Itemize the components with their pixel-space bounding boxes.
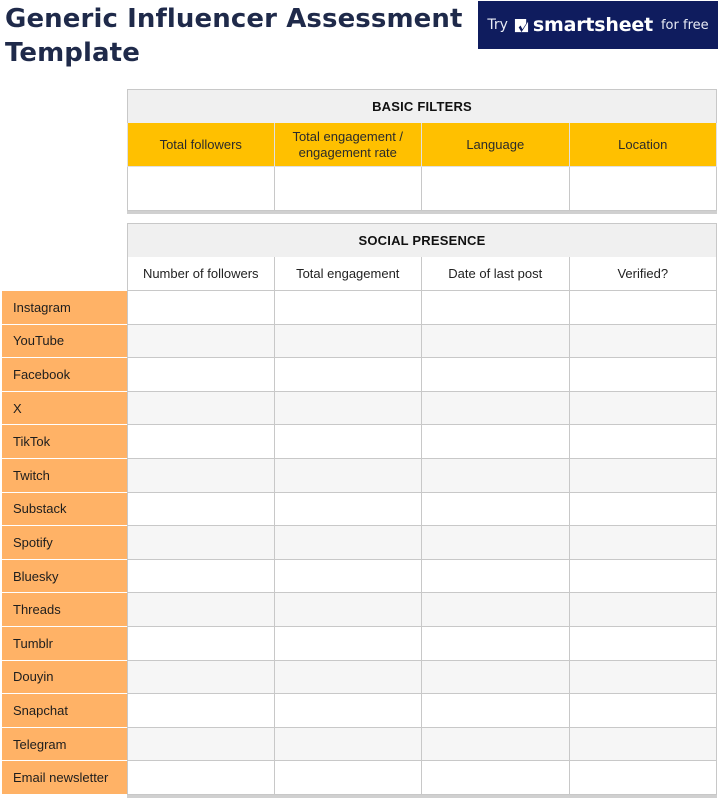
engagement-cell[interactable] bbox=[275, 392, 423, 426]
verified-cell[interactable] bbox=[570, 459, 718, 493]
followers-cell[interactable] bbox=[127, 627, 275, 661]
platform-label: Substack bbox=[2, 493, 127, 527]
engagement-cell[interactable] bbox=[275, 493, 423, 527]
table-row bbox=[2, 728, 717, 762]
filter-header-location: Location bbox=[570, 123, 718, 167]
engagement-cell[interactable] bbox=[275, 593, 423, 627]
engagement-cell[interactable] bbox=[275, 425, 423, 459]
engagement-cell[interactable] bbox=[275, 526, 423, 560]
table-row bbox=[2, 325, 717, 359]
engagement-cell[interactable] bbox=[275, 291, 423, 325]
social-presence-title: SOCIAL PRESENCE bbox=[127, 223, 717, 257]
engagement-cell[interactable] bbox=[275, 627, 423, 661]
platform-label: X bbox=[2, 392, 127, 426]
table-row bbox=[2, 291, 717, 325]
filter-header-engagement: Total engagement / engagement rate bbox=[275, 123, 423, 167]
last-post-cell[interactable] bbox=[422, 325, 570, 359]
followers-cell[interactable] bbox=[127, 425, 275, 459]
last-post-cell[interactable] bbox=[422, 291, 570, 325]
verified-cell[interactable] bbox=[570, 493, 718, 527]
table-row bbox=[2, 761, 717, 795]
cta-brand-text: smartsheet bbox=[532, 14, 653, 36]
platform-label: Threads bbox=[2, 593, 127, 627]
table-row bbox=[2, 627, 717, 661]
platform-label: Spotify bbox=[2, 526, 127, 560]
last-post-cell[interactable] bbox=[422, 425, 570, 459]
filter-input-language[interactable] bbox=[422, 167, 570, 211]
verified-cell[interactable] bbox=[570, 560, 718, 594]
verified-cell[interactable] bbox=[570, 761, 718, 795]
table-row bbox=[2, 526, 717, 560]
last-post-cell[interactable] bbox=[422, 358, 570, 392]
followers-cell[interactable] bbox=[127, 761, 275, 795]
social-presence-header bbox=[127, 223, 717, 291]
platform-label: Bluesky bbox=[2, 560, 127, 594]
table-row bbox=[2, 392, 717, 426]
engagement-cell[interactable] bbox=[275, 325, 423, 359]
platform-label: Twitch bbox=[2, 459, 127, 493]
followers-cell[interactable] bbox=[127, 358, 275, 392]
last-post-cell[interactable] bbox=[422, 627, 570, 661]
last-post-cell[interactable] bbox=[422, 694, 570, 728]
platform-label: YouTube bbox=[2, 325, 127, 359]
filter-input-location[interactable] bbox=[570, 167, 718, 211]
table-row bbox=[2, 560, 717, 594]
social-presence-grid bbox=[2, 291, 717, 798]
verified-cell[interactable] bbox=[570, 593, 718, 627]
try-smartsheet-button[interactable] bbox=[478, 1, 718, 49]
verified-cell[interactable] bbox=[570, 291, 718, 325]
followers-cell[interactable] bbox=[127, 325, 275, 359]
table-divider bbox=[127, 211, 717, 214]
column-header-verified: Verified? bbox=[570, 257, 718, 291]
column-header-last-post: Date of last post bbox=[422, 257, 570, 291]
verified-cell[interactable] bbox=[570, 694, 718, 728]
filter-input-total-followers[interactable] bbox=[127, 167, 275, 211]
verified-cell[interactable] bbox=[570, 392, 718, 426]
engagement-cell[interactable] bbox=[275, 661, 423, 695]
platform-label: Snapchat bbox=[2, 694, 127, 728]
platform-label: TikTok bbox=[2, 425, 127, 459]
verified-cell[interactable] bbox=[570, 526, 718, 560]
filter-header-total-followers: Total followers bbox=[127, 123, 275, 167]
platform-label: Tumblr bbox=[2, 627, 127, 661]
table-row bbox=[2, 493, 717, 527]
last-post-cell[interactable] bbox=[422, 728, 570, 762]
verified-cell[interactable] bbox=[570, 425, 718, 459]
basic-filters-title: BASIC FILTERS bbox=[127, 89, 717, 123]
engagement-cell[interactable] bbox=[275, 761, 423, 795]
last-post-cell[interactable] bbox=[422, 661, 570, 695]
followers-cell[interactable] bbox=[127, 593, 275, 627]
followers-cell[interactable] bbox=[127, 526, 275, 560]
followers-cell[interactable] bbox=[127, 291, 275, 325]
filter-input-engagement[interactable] bbox=[275, 167, 423, 211]
page-title: Generic Influencer Assessment Template bbox=[5, 4, 463, 68]
last-post-cell[interactable] bbox=[422, 392, 570, 426]
table-divider bbox=[127, 795, 717, 798]
engagement-cell[interactable] bbox=[275, 358, 423, 392]
last-post-cell[interactable] bbox=[422, 459, 570, 493]
cta-try-text: Try bbox=[487, 17, 508, 33]
smartsheet-check-icon bbox=[514, 18, 529, 33]
verified-cell[interactable] bbox=[570, 728, 718, 762]
engagement-cell[interactable] bbox=[275, 728, 423, 762]
followers-cell[interactable] bbox=[127, 694, 275, 728]
filter-header-language: Language bbox=[422, 123, 570, 167]
engagement-cell[interactable] bbox=[275, 560, 423, 594]
verified-cell[interactable] bbox=[570, 627, 718, 661]
table-row bbox=[2, 358, 717, 392]
followers-cell[interactable] bbox=[127, 661, 275, 695]
last-post-cell[interactable] bbox=[422, 593, 570, 627]
table-row bbox=[2, 459, 717, 493]
cta-suffix-text: for free bbox=[660, 17, 709, 33]
table-row bbox=[2, 661, 717, 695]
verified-cell[interactable] bbox=[570, 661, 718, 695]
followers-cell[interactable] bbox=[127, 493, 275, 527]
followers-cell[interactable] bbox=[127, 560, 275, 594]
column-header-followers: Number of followers bbox=[127, 257, 275, 291]
engagement-cell[interactable] bbox=[275, 459, 423, 493]
platform-label: Telegram bbox=[2, 728, 127, 762]
followers-cell[interactable] bbox=[127, 728, 275, 762]
last-post-cell[interactable] bbox=[422, 493, 570, 527]
verified-cell[interactable] bbox=[570, 325, 718, 359]
followers-cell[interactable] bbox=[127, 392, 275, 426]
table-row bbox=[2, 593, 717, 627]
column-header-engagement: Total engagement bbox=[275, 257, 423, 291]
last-post-cell[interactable] bbox=[422, 761, 570, 795]
platform-label: Facebook bbox=[2, 358, 127, 392]
engagement-cell[interactable] bbox=[275, 694, 423, 728]
basic-filters-table bbox=[127, 89, 717, 214]
last-post-cell[interactable] bbox=[422, 560, 570, 594]
last-post-cell[interactable] bbox=[422, 526, 570, 560]
platform-label: Instagram bbox=[2, 291, 127, 325]
table-row bbox=[2, 425, 717, 459]
verified-cell[interactable] bbox=[570, 358, 718, 392]
platform-label: Douyin bbox=[2, 661, 127, 695]
followers-cell[interactable] bbox=[127, 459, 275, 493]
table-row bbox=[2, 694, 717, 728]
platform-label: Email newsletter bbox=[2, 761, 127, 795]
